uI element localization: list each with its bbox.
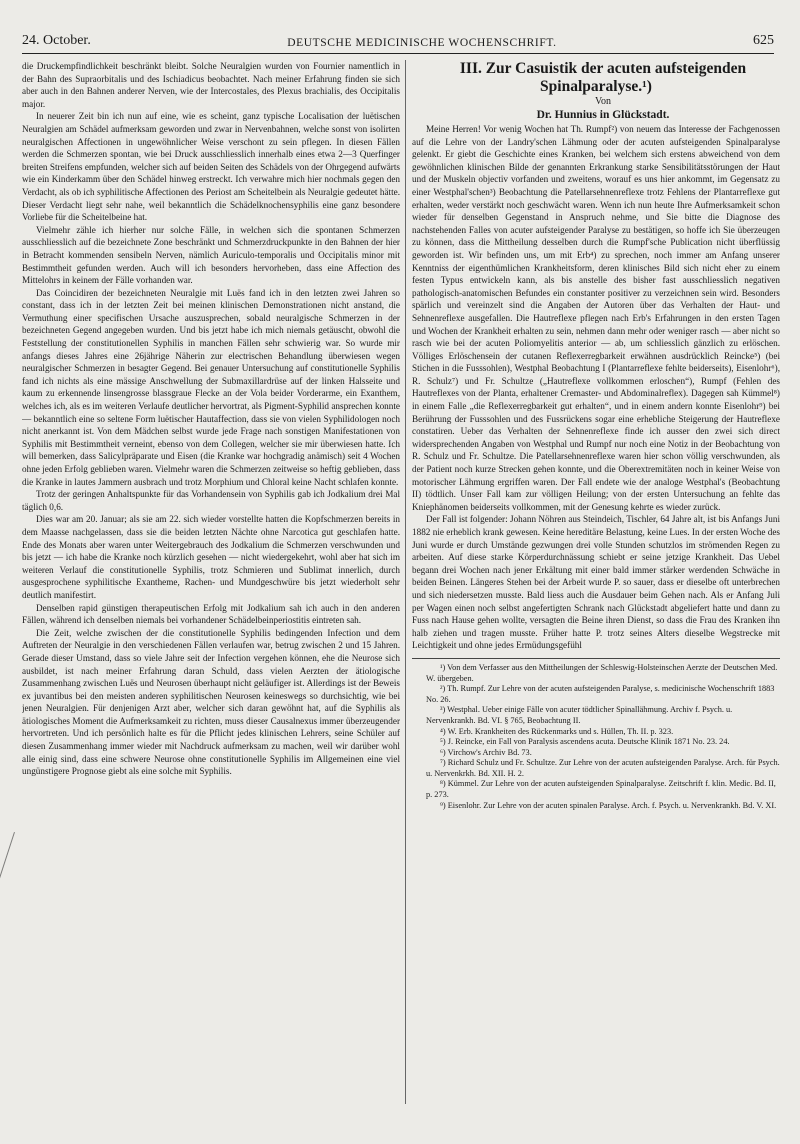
paragraph: Dies war am 20. Januar; als sie am 22. sich wieder vorstellte hatten die Kopfschmerzen bereits in dem Maasse nachgelassen, dass sie die beiden letzten Nächte ohne Narcotica gut geschlafen hatte. Ende des Monats aber waren unter Weitergebrauch des Jodkalium die Schmerzen verschwunden und bis jetzt — ich habe die Kranke noch kürzlich gesehen — nicht wiedergekehrt, wohl aber hat sich im weiteren Verlauf die constitutionelle Syphilis, trotz Schmieren und Sublimat innerlich, durch ausgesprochene syphilitische Exantheme, Rachen- und Mundgeschwüre bis jetzt wiederholt sehr deutlich manifestirt. xyxy=(22,514,400,600)
footnote: ⁶) Virchow's Archiv Bd. 73. xyxy=(440,747,532,757)
paragraph: In neuerer Zeit bin ich nun auf eine, wie es scheint, ganz typische Localisation der luëtischen Neuralgien am Schädel aufmerksam geworden und zwar in Nervenbahnen, welche sonst von isolirten neuralgischen Affectionen in ungewöhnlicher Weise verschont zu sein pflegen. In diesen Fällen werden die Schmerzen spontan, wie bei Druck ausschliesslich innerhalb eines etwa 2—3 Querfinger breiten Streifens empfunden, welcher sich auf beiden Seiten des Schädels von der Ohrgegend aufwärts wie ein Kinderkamm über den Schädel hinweg erstreckt. Ich verwahre mich hier nochmals gegen den Verdacht, als ob ich syphilitische Affectionen des Periost am Scheitelbein als Neuralgie gedeutet hätte. Dieser Verdacht liegt sehr nahe, weil bekanntlich die Schädelknochensyphilis eine ganz besondere Vorliebe für die Scheitelbeine hat. xyxy=(22,111,400,223)
footnote: ³) Westphal. Ueber einige Fälle von acuter tödtlicher Spinallähmung. Archiv f. Psych. u. Nervenkrankh. Bd. VI. § 765, Beobachtung II. xyxy=(426,705,733,725)
article-author xyxy=(412,108,780,123)
paragraph: Trotz der geringen Anhaltspunkte für das Vorhandensein von Syphilis gab ich Jodkalium drei Mal täglich 0,6. xyxy=(22,489,400,512)
footnote: ⁷) Richard Schulz und Fr. Schultze. Zur Lehre von der acuten aufsteigenden Paralyse. Arch. für Psych. u. Nervenkrkh. Bd. XII. H. 2. xyxy=(426,758,780,778)
author-name: Dr. Hunnius in Glückstadt. xyxy=(536,109,670,121)
paragraph: Denselben rapid günstigen therapeutischen Erfolg mit Jodkalium sah ich auch in den anderen Fällen, während ich denselben niemals bei vorhandener Schädelbeinperiostitis eintreten sah. xyxy=(22,602,400,626)
journal-title: DEUTSCHE MEDICINISCHE WOCHENSCHRIFT. xyxy=(287,37,557,49)
footnote: ⁸) Kümmel. Zur Lehre von der acuten aufsteigenden Spinalparalyse. Zeitschrift f. klin. Medic. Bd. II, p. 273. xyxy=(426,779,776,800)
left-column xyxy=(22,60,400,1110)
paragraph: Die Zeit, welche zwischen der die constitutionelle Syphilis bedingenden Infection und dem Auftreten der Neuralgie in den verschiedenen Fällen verlaufen war, betrug zwischen 2 und 15 Jahren. Gerade dieser Umstand, dass so viele Jahre seit der Infection vergehen können, ehe die Neurose sich ausbildet, ist nach meiner Erfahrung daran Schuld, dass vielen Aerzten der ätiologische Zusammenhang zwischen Luës und Neurosen überhaupt nicht geläufiger ist. Allerdings ist der Beweis ex juvantibus bei den meisten anderen syphilitischen Neurosen keineswegs so durchsichtig, wie bei jenen Neuralgien. Für denjenigen Arzt aber, welcher sich daran gewöhnt hat, auf die Syphilis als ätiologisches Moment die Aufmerksamkeit zu richten, muss dieser Causalnexus immer überzeugender hervortreten. Und ich persönlich halte es für die Pflicht jedes klinischen Lehrers, seine Schüler auf diesen Zusammenhang immer wieder mit Nachdruck aufmerksam zu machen, weil wir darüber wohl alle einig sind, dass eine schwere Neurose ohne constitutionelle Syphilis im Allgemeinen eine viel ungünstigere Prognose giebt als eine solche mit Syphilis. xyxy=(22,627,400,777)
paragraph: die Druckempfindlichkeit beschränkt bleibt. Solche Neuralgien wurden von Fournier namentlich in der Bahn des Supraorbitalis und des Ischiadicus beobachtet. Nach meiner Erfahrung finden sie sich aber auch in den Bahnen anderer Nerven, wie der Intercostales, des Plexus brachialis, des Occipitalis major. xyxy=(22,61,400,109)
footnote: ⁹) Eisenlohr. Zur Lehre von der acuten spinalen Paralyse. Arch. f. Psych. u. Nervenkrankh. Bd. V. XI. xyxy=(440,800,777,810)
page-number: 625 xyxy=(753,33,774,48)
footnote-rule xyxy=(412,658,780,659)
footnote: ²) Th. Rumpf. Zur Lehre von der acuten aufsteigenden Paralyse, s. medicinische Wochenschrift 1883 No. 26. xyxy=(426,684,775,704)
footnote: ⁵) J. Reincke, ein Fall von Paralysis ascendens acuta. Deutsche Klinik 1871 No. 23. 24. xyxy=(440,737,730,747)
column-divider xyxy=(405,60,406,1104)
paragraph: Vielmehr zähle ich hierher nur solche Fälle, in welchen sich die spontanen Schmerzen ausschliesslich auf die bezeichnete Zone beschränkt und Schmerzdruckpunkte in den Bahnen der hier in Betracht kommenden sensibeln Nerven, nämlich Auriculo-temporalis und Occipitalis minor mit Bestimmtheit gefunden werden. Auch will ich besonders hervorheben, dass eine Affection des Mittelohrs in keinem der Fälle vorhanden war. xyxy=(22,224,400,286)
right-column xyxy=(412,60,780,1110)
article-byline-von: Von xyxy=(595,96,611,107)
paragraph: Meine Herren! Vor wenig Wochen hat Th. Rumpf²) von neuem das Interesse der Fachgenossen auf die Lehre von der Landry'schen Lähmung oder der acuten aufsteigenden Spinalparalyse gelenkt. Er giebt die Geschichte eines Kranken, bei welchem sich erstens abweichend von dem gewöhnlichen klinischen Bilde der genannten Erkrankung starke Sensibilitätsstörungen der Haut und der Muskeln objectiv vorfanden und zweitens, worauf es uns hier ankommt, im Gegensatz zu einer Westphal'schen³) Beobachtung die Patellarsehnenreflexe trotz Fehlens der Plantarreflexe gut erhalten, weder verstärkt noch geschwächt waren. Wenn ich nun heute Ihre Aufmerksamkeit schon wieder für denselben Gegenstand in Anspruch nehme, und Sie bitte die Diagnose des nachstehenden Falles von acuter aufsteigender Paralyse zu bestätigen, so hoffe ich Sie überzeugen zu können, dass die Mittheilung desselben durch die Rumpf'sche Publication nicht überflüssig geworden ist. Wir befinden uns, um mit Erb⁴) zu sprechen, noch immer am Anfang unserer Kenntniss der eigenthümlichen Krankheitsform, deren klinisches Bild sich nicht eher zu einem festen Typus entwickeln kann, als bis anstelle des bisher fast ausschliesslich negativen pathologisch-anatomischen Befundes ein constanter positiver zu verzeichnen sein wird. Besonders spärlich und vereinzelt sind die Angaben der Autoren über das Verhalten der Haut- und Sehnenreflexe ausgefallen. Die Hautreflexe pflegen nach Erb's Erfahrungen in den ersten Tagen und Wochen der Krankheit erhalten zu sein, nehmen dann mehr oder weniger rasch — aber nicht so rasch wie bei der acuten Poliomyelitis anterior — ab, um schliesslich gänzlich zu erlöschen. Völliges Erlöschensein der cutanen Reflexerregbarkeit erwähnen ausdrücklich Reincke⁵) (bei Stichen in die Fusssohlen), Westphal Beobachtung I (Plantarreflexe fehlte beiderseits), Eisenlohr⁶), R. Schulz⁷) und Fr. Schultze („Hautreflexe vollkommen erloschen“), Rumpf (Fehlen des Hautreflexes von der Planta, erhaltener Cremaster- und Abdominalreflex). Dagegen sah Kümmel⁸) in einem Falle „die Reflexerregbarkeit gut erhalten“, und in einem andern konnte Eisenlohr⁹) bei Berührung der Fusssohlen und des Fussrückens sogar eine erhebliche Steigerung der Hautreflexe constatiren. Ueber das Verhalten der Sehnenreflexe finde ich ausser den zwei sich direct widersprechenden Angaben von Westphal und Rumpf nur noch eine Notiz in der Beobachtung von R. Schulz und Fr. Schultze. Die Patellarsehnenreflexe waren hier schon völlig verschwunden, als der Patient noch kurze Strecken gehen konnte, und die Oberextremitäten noch in keiner Weise von motorischer Lähmung ergriffen waren. Der Fall endete wie der analoge Westphal's (Beobachtung II) tödtlich. Unser Fall kam zur völligen Heilung; von der ersten Untersuchung an fehlte das Kniephänomen beiderseits vollkommen, mit der Genesung kehrte es wieder zurück. xyxy=(412,124,780,512)
paragraph: Das Coincidiren der bezeichneten Neuralgie mit Luës fand ich in den letzten zwei Jahren so constant, dass ich in der letzten Zeit bei meinen klinischen Demonstrationen nicht anstand, die Vermuthung einer specifischen Ursache auszusprechen, sobald neuralgische Schmerzen in der bezeichneten Gegend angegeben wurden. Und bis jetzt habe ich mich niemals getäuscht, obwohl die Feststellung der constitutionellen Syphilis in manchen Fällen sehr schwierig war. So wurde mir anfangs dieses Jahres eine 26jährige Näherin zur electrischen Behandlung überwiesen wegen neuralgischer Schmerzen in besagter Gegend. Bei genauer Untersuchung auf constitutionelle Syphilis fand ich nichts als eine mässige Anschwellung der Submaxillardrüse auf der linken Halsseite und kaum zu erkennende linsengrosse blassgraue Flecke an der Vola beider Vorderarme, ein Exanthem, welches ich, als es im weiteren Verlaufe deutlicher hervortrat, als Pigment-Syphilid ansprechen konnte — bekanntlich eine so seltene Form luëtischer Hautaffection, dass sie von vielen Syphilidologen noch nicht anerkannt ist. Von dem Mädchen selbst wurde jede Frage nach sonstigen Manifestationen von Syphilis mit Bestimmtheit verneint, ebenso von dem Collegen, welcher sie mir überwiesen hatte. Ich will bemerken, dass Salicylpräparate und Eisen (die Kranke war hochgradig anämisch) seit 4 Wochen ohne jeden Erfolg geblieben waren. Vielmehr waren die Schmerzen zeitweise so heftig geblieben, dass die Kranke in lautes Jammern ausbrach und trotz Morphium und Chloral keine Nacht schlafen konnte. xyxy=(22,287,400,487)
footnote: ⁴) W. Erb. Krankheiten des Rückenmarks und s. Hüllen, Th. II. p. 323. xyxy=(440,726,674,736)
paragraph: Der Fall ist folgender: Johann Nöhren aus Steindeich, Tischler, 64 Jahre alt, ist bis Anfangs Juni 1882 nie erheblich krank gewesen. Keine hereditäre Belastung, keine Lues. In der ersten Woche des Juni wurde er durch Umstände gezwungen drei volle Stunden schutzlos im strömenden Regen zu arbeiten. Auf diese starke Körperdurchnässung schiebt er seine jetzige Krankheit. Das Uebel begann drei Wochen nach jener Erkältung mit einer bald immer stärker werdenden Schwäche in beiden Beinen. Längeres Stehen bei der Arbeit wurde P. so sauer, dass er dieselbe oft unterbrechen und sich niedersetzen musste. Bald liess auch die Ausdauer beim Gehen nach. Als er Anfang Juli per Wagen einen noch selbst angefertigten Schrank nach Glückstadt abgeliefert hatte und dann zu Fuss nach Hause gehen wollte, versagten die Beine ihren Dienst, so dass die Frau des Kranken ihn halb ziehen und tragen musste. Früher hatte P. trotz seines Alters dieselbe Wegstrecke mit Leichtigkeit und ohne jedes Ermüdungsgefühl xyxy=(412,514,780,651)
pencil-margin-mark xyxy=(0,832,23,1130)
page-header xyxy=(22,28,774,54)
footnote: ¹) Von dem Verfasser aus den Mittheilungen der Schleswig-Holsteinschen Aerzte der Deutschen Med. W. übergeben. xyxy=(426,662,778,683)
issue-date: 24. October. xyxy=(22,33,91,48)
article-title: III. Zur Casuistik der acuten aufsteigenden Spinalparalyse.¹) xyxy=(459,60,747,95)
